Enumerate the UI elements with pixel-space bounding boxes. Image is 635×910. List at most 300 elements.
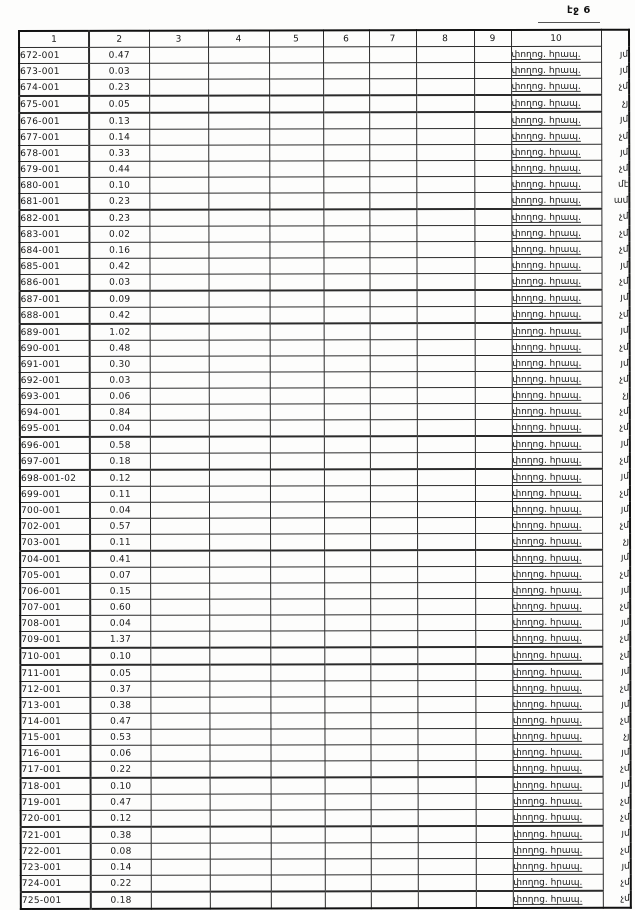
empty-cell [271,761,325,778]
empty-cell [474,95,511,112]
designation-cell [512,582,602,598]
table-header [19,30,629,48]
designation-cell [511,225,601,241]
empty-cell [369,63,416,79]
empty-cell [149,79,208,96]
area-value-cell: 0.04 [90,502,150,518]
margin-mark: ամ [613,195,629,206]
empty-cell [210,794,271,810]
empty-cell [370,307,417,324]
empty-cell [417,550,475,567]
empty-cell [209,518,270,534]
empty-cell [151,778,210,795]
empty-cell [369,129,416,145]
empty-cell [270,340,324,356]
empty-cell [475,387,512,403]
empty-cell [270,307,324,324]
column-header-8: 8 [416,30,474,47]
table-row [20,647,630,665]
margin-mark: յմ [621,747,630,758]
table-row [20,452,630,470]
area-value-cell: 0.23 [89,79,149,96]
empty-cell [208,177,269,193]
designation-text: փողոց. հրապ. [512,455,582,466]
empty-cell [475,614,512,630]
empty-cell [208,129,269,145]
parcel-id-cell: 677-001 [19,129,89,145]
empty-cell [323,63,369,79]
empty-cell [323,112,369,129]
empty-cell [150,631,209,648]
empty-cell [474,176,511,192]
area-value-cell: 0.84 [90,404,150,420]
empty-cell [209,745,270,761]
empty-cell [149,210,208,227]
designation-cell [511,257,601,273]
designation-cell [512,598,602,614]
designation-text: փողոց. հրապ. [512,667,582,678]
designation-text: փողոց. հրապ. [512,276,582,287]
area-value-cell: 0.22 [91,875,151,892]
table-row [20,355,630,372]
empty-cell [209,502,270,518]
margin-mark: չմ [619,228,629,239]
designation-text: փողոց. հրապ. [511,131,581,142]
margin-mark: մէ [617,179,629,190]
table-row [19,192,629,210]
margin-mark: չմ [619,276,629,287]
margin-mark: չմ [618,131,629,142]
parcel-id-cell: 695-001 [20,420,90,437]
empty-cell [324,599,370,615]
designation-text: փողոց. հրապ. [512,731,583,742]
margin-mark: յմ [620,325,629,336]
empty-cell [150,388,209,404]
designation-text: փողոց. հրապ. [512,406,582,417]
designation-text: փողոց. հրապ. [512,374,582,385]
empty-cell [151,875,210,892]
empty-cell [209,550,270,567]
empty-cell [149,177,208,193]
margin-mark: չմ [620,683,630,694]
empty-cell [476,858,513,874]
area-value-cell: 0.18 [90,453,150,470]
empty-cell [324,729,370,745]
area-value-cell: 0.10 [89,177,149,193]
empty-cell [149,242,208,258]
empty-cell [324,647,370,664]
area-value-cell: 0.30 [90,356,150,372]
empty-cell [371,859,418,875]
empty-cell [209,583,270,599]
designation-text: փողոց. հրապ. [511,98,581,109]
empty-cell [475,630,512,647]
table-row [19,241,629,258]
area-value-cell: 0.53 [90,729,150,745]
empty-cell [210,761,271,778]
area-value-cell: 1.37 [90,631,150,648]
designation-cell [511,95,601,112]
designation-cell [512,371,602,387]
designation-cell [512,696,602,712]
empty-cell [150,599,209,615]
parcel-id-cell: 703-001 [20,534,90,551]
margin-mark: յմ [621,585,630,596]
parcel-id-cell: 715-001 [20,729,90,745]
empty-cell [269,161,323,177]
designation-cell [511,62,601,78]
margin-mark: չմ [619,601,630,612]
empty-cell [475,485,512,501]
parcel-id-cell: 711-001 [20,665,90,682]
table-row [20,339,630,356]
designation-text: փողոց. հրապ. [511,115,581,126]
empty-cell [270,745,324,761]
empty-cell [476,809,513,826]
margin-mark: չյ [622,390,629,401]
parcel-id-cell: 720-001 [21,810,91,827]
empty-cell [150,665,209,682]
empty-cell [270,664,324,681]
empty-cell [476,891,513,908]
empty-cell [370,340,417,356]
empty-cell [323,177,369,193]
empty-cell [416,79,474,96]
area-value-cell: 0.03 [90,274,150,291]
empty-cell [324,340,370,356]
margin-mark: չմ [619,244,629,255]
table-row [20,582,630,599]
area-value-cell: 0.33 [89,145,149,161]
empty-cell [474,241,511,257]
designation-text: փողոց. հրապ. [512,633,582,644]
empty-cell [475,273,512,290]
empty-cell [209,404,270,420]
empty-cell [370,567,417,583]
empty-cell [270,388,324,404]
empty-cell [208,161,269,177]
empty-cell [150,648,209,665]
margin-mark: չյ [623,731,630,742]
empty-cell [371,777,418,794]
table-row [20,436,630,454]
empty-cell [324,745,370,761]
empty-cell [323,193,369,210]
area-value-cell: 0.14 [91,859,151,875]
empty-cell [323,209,369,226]
empty-cell [418,843,476,859]
empty-cell [209,290,270,307]
empty-cell [270,599,324,615]
parcel-id-cell: 685-001 [19,258,89,274]
empty-cell [150,486,209,502]
designation-cell [513,760,603,777]
empty-cell [370,356,417,372]
designation-cell [512,566,602,582]
designation-cell [512,664,602,681]
empty-cell [149,63,208,79]
area-value-cell: 0.37 [90,681,150,697]
area-value-cell: 0.12 [90,470,150,487]
parcel-id-cell: 710-001 [20,648,90,665]
empty-cell [209,388,270,404]
empty-cell [208,112,269,129]
empty-cell [324,615,370,631]
column-header-3: 3 [149,31,208,48]
empty-cell [369,242,416,258]
parcel-id-cell: 678-001 [19,145,89,161]
area-value-cell: 0.11 [90,486,150,502]
empty-cell [370,631,417,648]
margin-mark: չմ [620,715,630,726]
empty-cell [150,551,209,568]
empty-cell [209,274,270,291]
empty-cell [475,647,512,664]
empty-cell [418,859,476,875]
empty-cell [270,486,324,502]
empty-cell [370,404,417,420]
empty-cell [210,810,271,827]
designation-cell [511,112,601,129]
parcel-id-cell: 725-001 [21,892,91,909]
empty-cell [417,631,475,648]
empty-cell [271,875,325,892]
empty-cell [270,534,324,551]
empty-cell [209,372,270,388]
header-row [19,30,629,48]
empty-cell [323,145,369,161]
empty-cell [475,744,512,760]
empty-cell [150,453,209,470]
empty-cell [210,843,271,859]
table-body [19,46,631,909]
table-row [20,680,630,697]
empty-cell [370,664,417,681]
empty-cell [370,436,417,453]
area-value-cell: 0.16 [89,242,149,258]
area-value-cell: 0.05 [89,96,149,113]
empty-cell [474,192,511,209]
empty-cell [151,843,210,859]
parcel-id-cell: 719-001 [21,794,91,810]
designation-text: փողոց. հրապ. [511,244,582,255]
designation-cell [512,501,602,517]
designation-text: փողոց. հրապ. [512,650,582,661]
designation-cell [512,452,602,469]
parcel-id-cell: 692-001 [20,372,90,388]
empty-cell [475,306,512,323]
designation-cell [511,160,601,176]
empty-cell [417,681,475,697]
table-row [21,809,631,827]
empty-cell [417,486,475,502]
parcel-id-cell: 700-001 [20,502,90,518]
empty-cell [371,843,418,859]
empty-cell [269,177,323,193]
parcel-id-cell: 717-001 [21,761,91,778]
area-value-cell: 0.23 [89,210,149,227]
empty-cell [475,452,512,469]
margin-mark: յմ [620,358,629,369]
designation-text: փողոց. հրապ. [512,617,582,628]
designation-text: փողոց. հրապ. [512,422,582,433]
empty-cell [416,209,474,226]
empty-cell [209,436,270,453]
empty-cell [150,307,209,324]
empty-cell [150,713,209,729]
table-row [20,306,630,324]
designation-cell [512,403,602,419]
column-header-1: 1 [19,31,89,48]
margin-mark: չմ [619,455,629,466]
empty-cell [210,891,271,908]
empty-cell [476,826,513,843]
designation-text: փողոց. հրապ. [511,179,581,190]
table-row [20,387,630,404]
empty-cell [324,502,370,518]
table-row [19,160,629,177]
area-value-cell: 0.14 [89,129,149,145]
empty-cell [270,615,324,631]
empty-cell [369,161,416,177]
table-row [21,842,631,859]
empty-cell [150,274,209,291]
parcel-id-cell: 694-001 [20,404,90,420]
empty-cell [270,583,324,599]
empty-cell [474,225,511,241]
empty-cell [270,356,324,372]
empty-cell [209,356,270,372]
empty-cell [270,550,324,567]
empty-cell [417,567,475,583]
empty-cell [150,502,209,518]
parcel-id-cell: 673-001 [19,63,89,79]
empty-cell [325,826,371,843]
empty-cell [371,761,418,778]
empty-cell [270,502,324,518]
area-value-cell: 0.08 [91,843,151,859]
empty-cell [417,307,475,324]
empty-cell [476,842,513,858]
designation-text: փողոց. հրապ. [513,763,583,774]
empty-cell [324,388,370,404]
empty-cell [417,615,475,631]
margin-mark: յմ [620,147,629,158]
designation-cell [512,630,602,647]
empty-cell [150,583,209,599]
empty-cell [149,113,208,130]
designation-text: փողոց. հրապ. [513,812,583,823]
table-row [21,760,631,778]
empty-cell [475,419,512,436]
empty-cell [416,63,474,79]
empty-cell [370,550,417,567]
margin-mark: չմ [619,374,629,385]
empty-cell [370,469,417,486]
empty-cell [370,486,417,502]
page-label-rule [538,22,600,23]
table-row [19,257,629,274]
margin-mark: չյ [622,536,630,547]
designation-text: փողոց. հրապ. [512,683,582,694]
empty-cell [270,453,324,470]
column-header-4: 4 [208,30,269,47]
parcel-id-cell: 698-001-02 [20,470,90,487]
empty-cell [417,599,475,615]
table-row [20,533,630,551]
designation-text: փողոց. հրապ. [511,81,581,92]
empty-cell [370,729,417,745]
empty-cell [150,681,209,697]
empty-cell [324,583,370,599]
empty-cell [150,372,209,388]
empty-cell [324,518,370,534]
parcel-id-cell: 693-001 [20,388,90,404]
designation-text: փողոց. հրապ. [512,585,582,596]
empty-cell [270,518,324,534]
designation-text: փողոց. հրապ. [512,569,582,580]
empty-cell [150,567,209,583]
parcel-id-cell: 688-001 [20,307,90,324]
designation-cell [512,339,602,355]
empty-cell [369,95,416,112]
empty-cell [370,534,417,551]
designation-text: փողոց. հրապ. [511,65,581,76]
empty-cell [418,810,476,827]
designation-cell [512,485,602,501]
empty-cell [418,826,476,843]
empty-cell [150,420,209,437]
empty-cell [150,534,209,551]
area-value-cell: 0.22 [91,761,151,778]
table-row [20,469,630,487]
empty-cell [208,63,269,79]
table-row [20,550,630,568]
table-row [19,78,629,96]
empty-cell [149,226,208,242]
parcel-id-cell: 684-001 [19,242,89,258]
empty-cell [474,62,511,78]
empty-cell [324,436,370,453]
empty-cell [370,681,417,697]
parcel-id-cell: 675-001 [19,96,89,113]
empty-cell [371,875,418,892]
empty-cell [209,599,270,615]
designation-text: փողոց. հրապ. [511,147,581,158]
designation-text: փողոց. հրապ. [512,699,583,710]
empty-cell [324,323,370,340]
margin-mark: չմ [620,893,630,904]
empty-cell [476,777,513,794]
designation-text: փողոց. հրապ. [512,293,582,304]
margin-mark: յմ [621,617,630,628]
empty-cell [370,388,417,404]
empty-cell [325,875,371,892]
empty-cell [323,242,369,258]
empty-cell [149,193,208,210]
empty-cell [417,713,475,729]
table-row [21,826,631,844]
data-table [18,29,632,910]
empty-cell [151,892,210,909]
parcel-id-cell: 682-001 [19,210,89,227]
designation-text: փողոց. հրապ. [512,715,583,726]
empty-cell [417,583,475,599]
designation-cell [512,647,602,664]
designation-text: փողոց. հրապ. [513,780,583,791]
parcel-id-cell: 690-001 [20,340,90,356]
empty-cell [417,664,475,681]
